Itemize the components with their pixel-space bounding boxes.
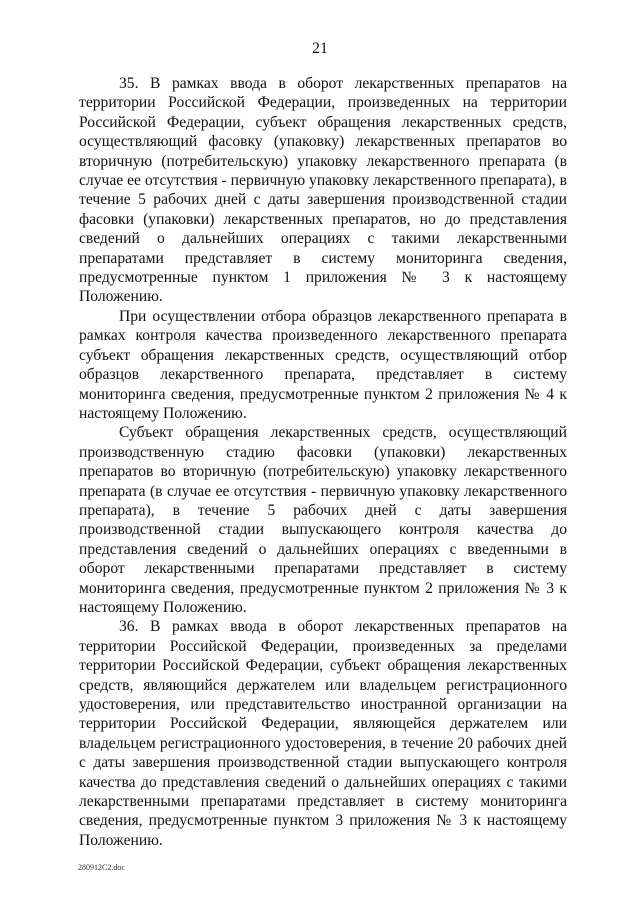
paragraph-sample-selection: При осуществлении отбора образцов лекарственного препарата в рамках контроля качества произведенного лекарственного препарата субъект обращения лекарственных средств, осуществляющий отбор образцов лекарственного препарата, представляет в систему мониторинга сведения, предусмотренные пунктом 2 приложения № 4 к настоящему Положению. bbox=[79, 307, 567, 422]
paragraph-packaging-subject: Субъект обращения лекарственных средств, осуществляющий производственную стадию фасовки (упаковки) лекарственных препаратов во вторичную (потребительскую) упаковку лекарственного препарата (в случае ее отсутствия - первичную упаковку лекарственного препарата), в течение 5 рабочих дней с даты завершения производственной стадии выпускающего контроля качества до представления сведений о дальнейших операциях с введенными в оборот лекарственными препаратами представляет в систему мониторинга сведения, предусмотренные пунктом 2 приложения № 3 к настоящему Положению. bbox=[79, 424, 567, 616]
file-name-footer: 280912C2.doc bbox=[78, 863, 125, 872]
paragraph-36: 36. В рамках ввода в оборот лекарственных препаратов на территории Российской Федерации, произведенных за пределами территории Российской Федерации, субъект обращения лекарственных средств, являющийся держателем или владельцем регистрационного удостоверения, или представительство иностранной организации на территории Российской Федерации, являющейся держателем или владельцем регистрационного удостоверения, в течение 20 рабочих дней с даты завершения производственной стадии выпускающего контроля качества до представления сведений о дальнейших операциях с такими лекарственными препаратами представляет в систему мониторинга сведения, предусмотренные пунктом 3 приложения № 3 к настоящему Положению. bbox=[79, 618, 567, 849]
body-text bbox=[79, 74, 567, 850]
paragraph-35: 35. В рамках ввода в оборот лекарственных препаратов на территории Российской Федерации, произведенных на территории Российской Федерации, субъект обращения лекарственных средств, осуществляющий фасовку (упаковку) лекарственных препаратов во вторичную (потребительскую) упаковку лекарственного препарата (в случае ее отсутствия - первичную упаковку лекарственного препарата), в течение 5 рабочих дней с даты завершения производственной стадии фасовки (упаковки) лекарственных препаратов, но до представления сведений о дальнейших операциях с такими лекарственными препаратами представляет в систему мониторинга сведения, предусмотренные пунктом 1 приложения № 3 к настоящему Положению. bbox=[79, 75, 567, 306]
page-number: 21 bbox=[312, 40, 328, 57]
